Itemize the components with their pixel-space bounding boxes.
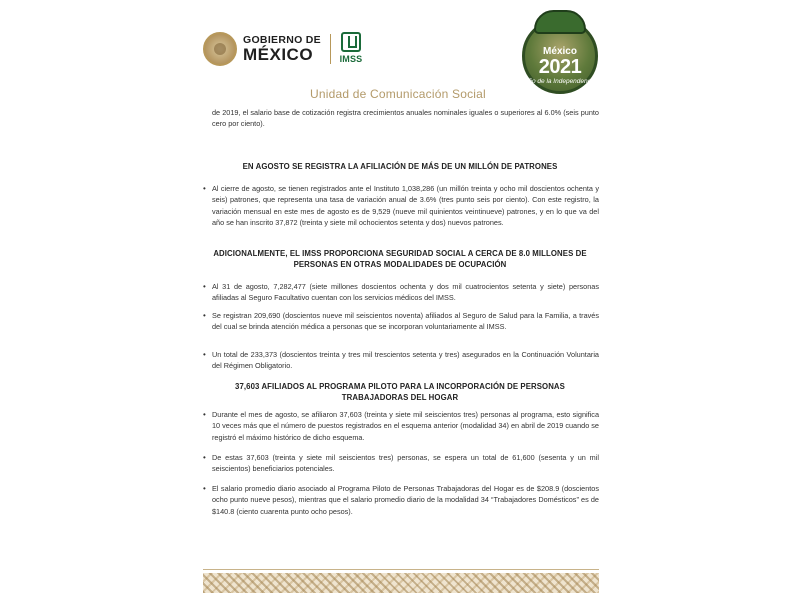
emblem-serpent-icon [534, 10, 586, 34]
emblem-year: 2021 [538, 56, 582, 78]
logo-divider [330, 34, 331, 64]
footer-divider [203, 569, 599, 570]
intro-paragraph: de 2019, el salario base de cotización registra crecimientos anuales nominales iguales o superiores al 6.0% (seis punto cero por ciento). [212, 108, 599, 129]
mexico-2021-emblem [520, 10, 600, 98]
bullet-icon: • [203, 350, 206, 359]
imss-mark-icon [341, 32, 361, 52]
section3-bullet-1: Durante el mes de agosto, se afiliaron 37,603 (treinta y siete mil seiscientos tres) personas al programa, esto significa 10 veces más que el número de puestos registrados en el esquema anterior (modalidad 34) en abril de 2019 cuando se registró el máximo histórico de dicho esquema. [212, 410, 599, 442]
section3-bullet-2: De estas 37,603 (treinta y siete mil seiscientos tres) personas, se espera un total de 61,600 (sesenta y un mil seiscientos) beneficiarios potenciales. [212, 453, 599, 474]
gobierno-mexico-logo [203, 29, 363, 69]
section2-heading: ADICIONALMENTE, EL IMSS PROPORCIONA SEGURIDAD SOCIAL A CERCA DE 8.0 MILLONES DE PERSONAS EN OTRAS MODALIDADES DE OCUPACIÓN [213, 249, 587, 269]
bullet-icon: • [203, 453, 206, 462]
section2-bullet-3: Un total de 233,373 (doscientos treinta y tres mil trescientos setenta y tres) asegurados en la Continuación Voluntaria del Régimen Obligatorio. [212, 350, 599, 371]
bullet-icon: • [203, 410, 206, 419]
national-seal-icon [203, 32, 237, 66]
unit-title: Unidad de Comunicación Social [310, 87, 486, 101]
bullet-icon: • [203, 484, 206, 493]
section3-heading: 37,603 AFILIADOS AL PROGRAMA PILOTO PARA LA INCORPORACIÓN DE PERSONAS TRABAJADORAS DEL HOGAR [235, 382, 565, 402]
emblem-subtitle: Año de la Independencia [524, 78, 596, 85]
footer-ornament [203, 573, 599, 593]
section2-bullet-2: Se registran 209,690 (doscientos nueve mil seiscientos noventa) afiliados al Seguro de Salud para la Familia, a través del cual se brinda atención médica a personas que se incorporan voluntariamente al IMSS. [212, 311, 599, 332]
section3-bullet-3: El salario promedio diario asociado al Programa Piloto de Personas Trabajadoras del Hogar es de $208.9 (doscientos ocho punto nueve pesos), mientras que el salario promedio diario de la modalidad 34 “Trabajadores Domésticos” es de $140.8 (ciento cuarenta punto ocho pesos). [212, 484, 599, 516]
imss-logo-text: IMSS [339, 54, 363, 64]
bullet-icon: • [203, 184, 206, 193]
bullet-icon: • [203, 311, 206, 320]
imss-logo [339, 32, 363, 66]
gobierno-line1: GOBIERNO DE [243, 33, 321, 46]
emblem-country: México [543, 46, 577, 57]
gobierno-wordmark [243, 35, 321, 64]
gobierno-line2: MÉXICO [243, 45, 314, 65]
section1-heading: EN AGOSTO SE REGISTRA LA AFILIACIÓN DE MÁS DE UN MILLÓN DE PATRONES [242, 162, 558, 171]
section1-bullet-1: Al cierre de agosto, se tienen registrados ante el Instituto 1,038,286 (un millón treinta y ocho mil doscientos ochenta y seis) patrones, que representa una tasa de variación anual de 3.6% (tres punto seis por ciento). Con este registro, la variación mensual en este mes de agosto es de 9,529 (nueve mil quinientos veintinueve) patrones, y en lo que va del año se han inscrito 37,872 (treinta y siete mil ochocientos setenta y dos) nuevos patrones. [212, 184, 599, 227]
section2-bullet-1: Al 31 de agosto, 7,282,477 (siete millones doscientos ochenta y dos mil cuatrocientos setenta y siete) personas afiliadas al Seguro Facultativo cuentan con los servicios médicos del IMSS. [212, 282, 599, 303]
bullet-icon: • [203, 282, 206, 291]
